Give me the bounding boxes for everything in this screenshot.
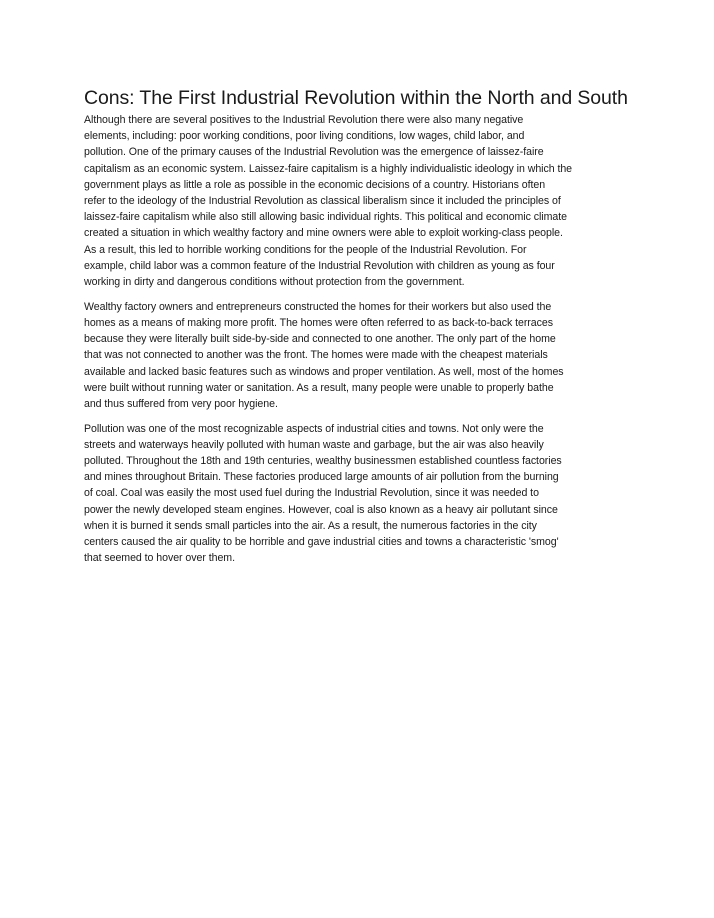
text-line: of coal. Coal was easily the most used fuel during the Industrial Revolution, since it was needed to — [84, 487, 539, 500]
text-line: polluted. Throughout the 18th and 19th centuries, wealthy businessmen established countless factories — [84, 455, 562, 468]
paragraph-2 — [84, 299, 632, 412]
text-line: and thus suffered from very poor hygiene. — [84, 397, 278, 410]
text-line: example, child labor was a common feature of the Industrial Revolution with children as young as four — [84, 259, 555, 272]
text-line: and mines throughout Britain. These factories produced large amounts of air pollution from the burning — [84, 471, 559, 484]
text-line: As a result, this led to horrible working conditions for the people of the Industrial Revolution. For — [84, 243, 527, 256]
text-line: centers caused the air quality to be horrible and gave industrial cities and towns a characteristic 'smog' — [84, 536, 559, 549]
text-line: pollution. One of the primary causes of the Industrial Revolution was the emergence of laissez-faire — [84, 146, 544, 159]
text-line: working in dirty and dangerous conditions without protection from the government. — [84, 276, 465, 289]
text-line: available and lacked basic features such as windows and proper ventilation. As well, most of the homes — [84, 365, 564, 378]
text-line: Although there are several positives to the Industrial Revolution there were also many negative — [84, 114, 524, 126]
page-title: Cons: The First Industrial Revolution within the North and South — [84, 87, 628, 109]
text-line: that seemed to hover over them. — [84, 552, 235, 565]
text-line: Wealthy factory owners and entrepreneurs constructed the homes for their workers but also used the — [84, 300, 552, 313]
text-line: homes as a means of making more profit. The homes were often referred to as back-to-back terraces — [84, 316, 553, 329]
paragraph-1 — [84, 112, 632, 290]
paragraph-3 — [84, 421, 632, 567]
text-line: when it is burned it sends small particles into the air. As a result, the numerous factories in the city — [84, 519, 537, 532]
text-line: refer to the ideology of the Industrial Revolution as classical liberalism since it included the principles of — [84, 195, 561, 208]
text-line: Pollution was one of the most recognizable aspects of industrial cities and towns. Not only were the — [84, 422, 544, 435]
text-line: government plays as little a role as possible in the economic decisions of a country. Historians often — [84, 178, 546, 191]
text-line: capitalism as an economic system. Laissez-faire capitalism is a highly individualistic ideology in which the — [84, 162, 573, 175]
text-line: were built without running water or sanitation. As a result, many people were unable to properly bathe — [84, 381, 554, 394]
text-line: that was not connected to another was the front. The homes were made with the cheapest materials — [84, 349, 548, 362]
text-line: elements, including: poor working conditions, poor living conditions, low wages, child labor, and — [84, 130, 525, 143]
text-line: streets and waterways heavily polluted with human waste and garbage, but the air was also heavily — [84, 438, 544, 451]
text-line: because they were literally built side-by-side and connected to one another. The only part of the home — [84, 333, 556, 346]
document-page — [84, 86, 632, 575]
text-line: laissez-faire capitalism while also still allowing basic individual rights. This political and economic climate — [84, 211, 567, 224]
text-line: power the newly developed steam engines. However, coal is also known as a heavy air pollutant since — [84, 503, 558, 516]
text-line: created a situation in which wealthy factory and mine owners were able to exploit working-class people. — [84, 227, 563, 240]
